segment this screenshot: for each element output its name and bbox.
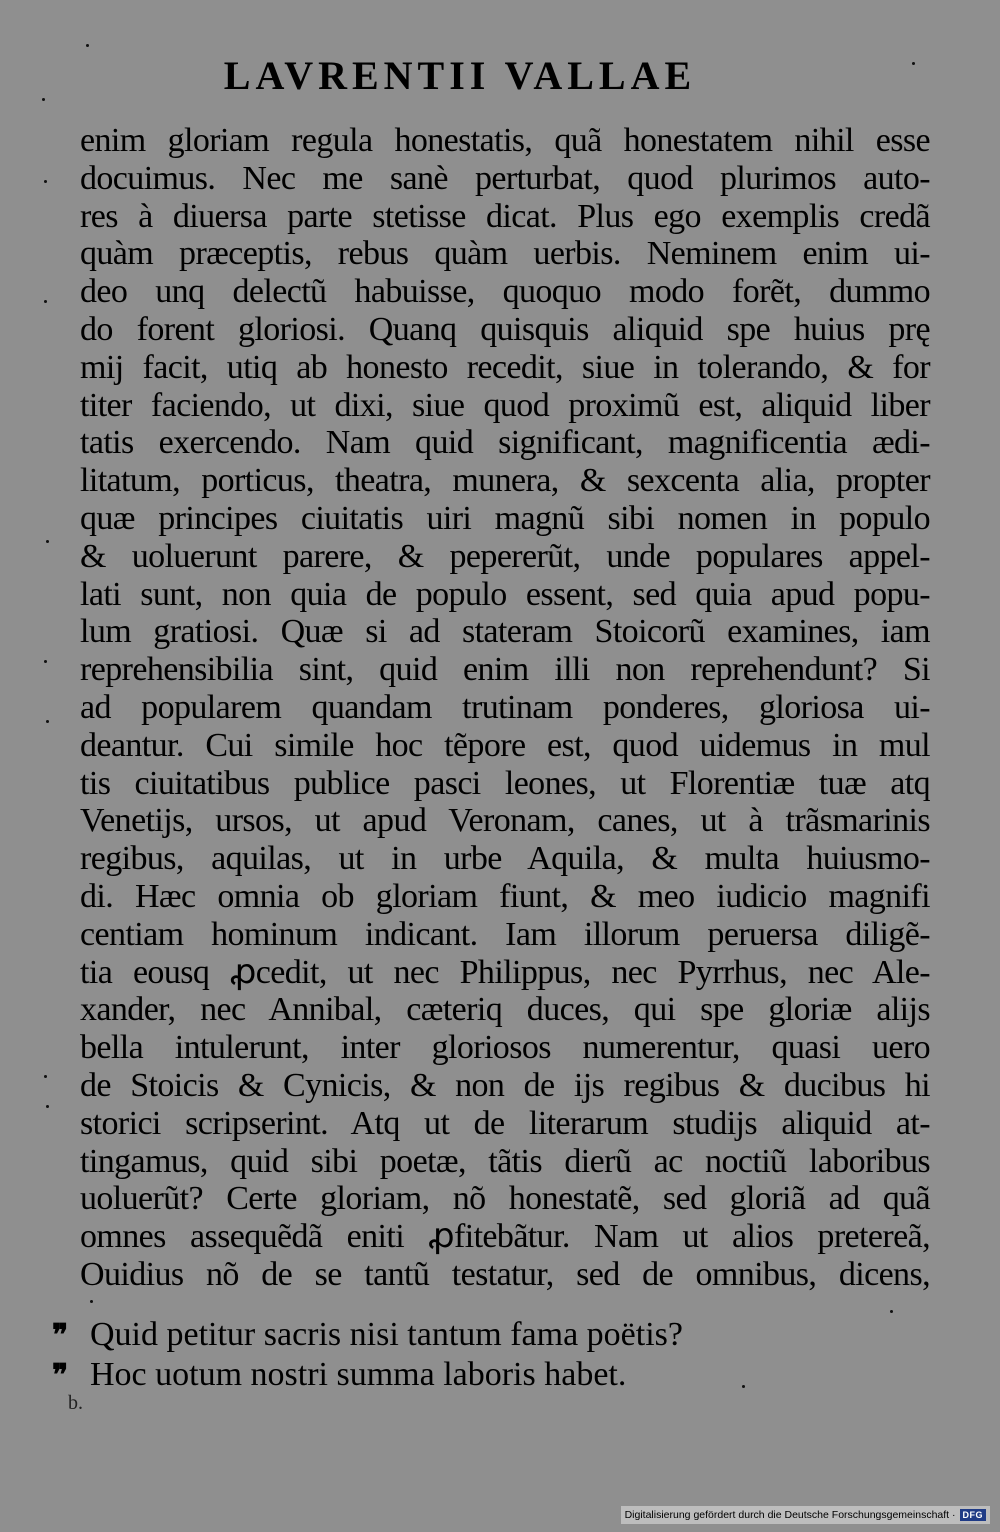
text-line: litatum, porticus, theatra, munera, & sexcenta alia, propter	[80, 462, 930, 500]
quote-marker-icon: ❞	[52, 1319, 69, 1352]
text-line: lati sunt, non quia de populo essent, sed quia apud popu-	[80, 575, 930, 613]
text-line: titer faciendo, ut dixi, siue quod proximũ est, aliquid liber	[80, 386, 930, 424]
text-line: xander, nec Annibal, cæteriq duces, qui spe gloriæ alijs	[80, 991, 930, 1029]
text-line: do forent gloriosi. Quanq quisquis aliquid spe huius prę	[80, 310, 930, 348]
text-line: centiam hominum indicant. Iam illorum peruersa diligẽ-	[80, 915, 930, 953]
text-line: mij facit, utiq ab honesto recedit, siue in tolerando, & for	[80, 348, 930, 386]
credit-text: Digitalisierung gefördert durch die Deutsche Forschungsgemeinschaft ·	[624, 1509, 956, 1521]
text-line: res à diuersa parte stetisse dicat. Plus ego exemplis credã	[80, 197, 930, 235]
verse-line-text: Quid petitur sacris nisi tantum fama poëtis?	[90, 1316, 683, 1353]
text-line: deantur. Cui simile hoc tẽpore est, quod uidemus in mul	[80, 726, 930, 764]
digitization-credit	[621, 1506, 990, 1524]
dfg-logo-icon: DFG	[960, 1509, 987, 1521]
text-line: bella intulerunt, inter gloriosos numerentur, quasi uero	[80, 1029, 930, 1067]
text-line: reprehensibilia sint, quid enim illi non reprehendunt? Si	[80, 651, 930, 689]
text-line: deo unq delectũ habuisse, quoquo modo forẽt, dummo	[80, 273, 930, 311]
running-title: LAVRENTII VALLAE	[223, 53, 697, 98]
text-line: quæ principes ciuitatis uiri magnũ sibi nomen in populo	[80, 499, 930, 537]
verse-line-text: Hoc uotum nostri summa laboris habet.	[90, 1356, 627, 1393]
text-line: quàm præceptis, rebus quàm uerbis. Neminem enim ui-	[80, 235, 930, 273]
body-text	[80, 122, 930, 1294]
text-line: lum gratiosi. Quæ si ad stateram Stoicorũ examines, iam	[80, 613, 930, 651]
verse-line	[52, 1355, 772, 1395]
text-line: & uoluerunt parere, & pepererũt, unde populares appel-	[80, 537, 930, 575]
text-line: di. Hæc omnia ob gloriam fiunt, & meo iudicio magnifi	[80, 877, 930, 915]
text-line: de Stoicis & Cynicis, & non de ijs regibus & ducibus hi	[80, 1066, 930, 1104]
quote-marker-icon: ❞	[52, 1359, 69, 1392]
text-line: enim gloriam regula honestatis, quã honestatem nihil esse	[80, 122, 930, 159]
text-line: docuimus. Nec me sanè perturbat, quod plurimos auto-	[80, 159, 930, 197]
text-line: Ouidius nõ de se tantũ testatur, sed de omnibus, dicens,	[80, 1255, 930, 1293]
text-line: storici scripserint. Atq ut de literarum studijs aliquid at-	[80, 1104, 930, 1142]
text-line: tia eousq ꝓcedit, ut nec Philippus, nec Pyrrhus, nec Ale-	[80, 953, 930, 991]
text-line: uoluerũt? Certe gloriam, nõ honestatẽ, sed gloriã ad quã	[80, 1180, 930, 1218]
text-line: Venetijs, ursos, ut apud Veronam, canes, ut à trãsmarinis	[80, 802, 930, 840]
text-line: tatis exercendo. Nam quid significant, magnificentia ædi-	[80, 424, 930, 462]
verse-quotation	[52, 1315, 772, 1395]
text-line: tis ciuitatibus publice pasci leones, ut Florentiæ tuæ atq	[80, 764, 930, 802]
text-line: ad popularem quandam trutinam ponderes, gloriosa ui-	[80, 688, 930, 726]
text-line: tingamus, quid sibi poetæ, tãtis dierũ ac noctiũ laboribus	[80, 1142, 930, 1180]
text-line: regibus, aquilas, ut in urbe Aquila, & multa huiusmo-	[80, 840, 930, 878]
verse-line	[52, 1315, 772, 1355]
signature-mark: b.	[68, 1392, 83, 1414]
text-line: omnes assequẽdã eniti ꝓfitebãtur. Nam ut alios pretereã,	[80, 1218, 930, 1256]
